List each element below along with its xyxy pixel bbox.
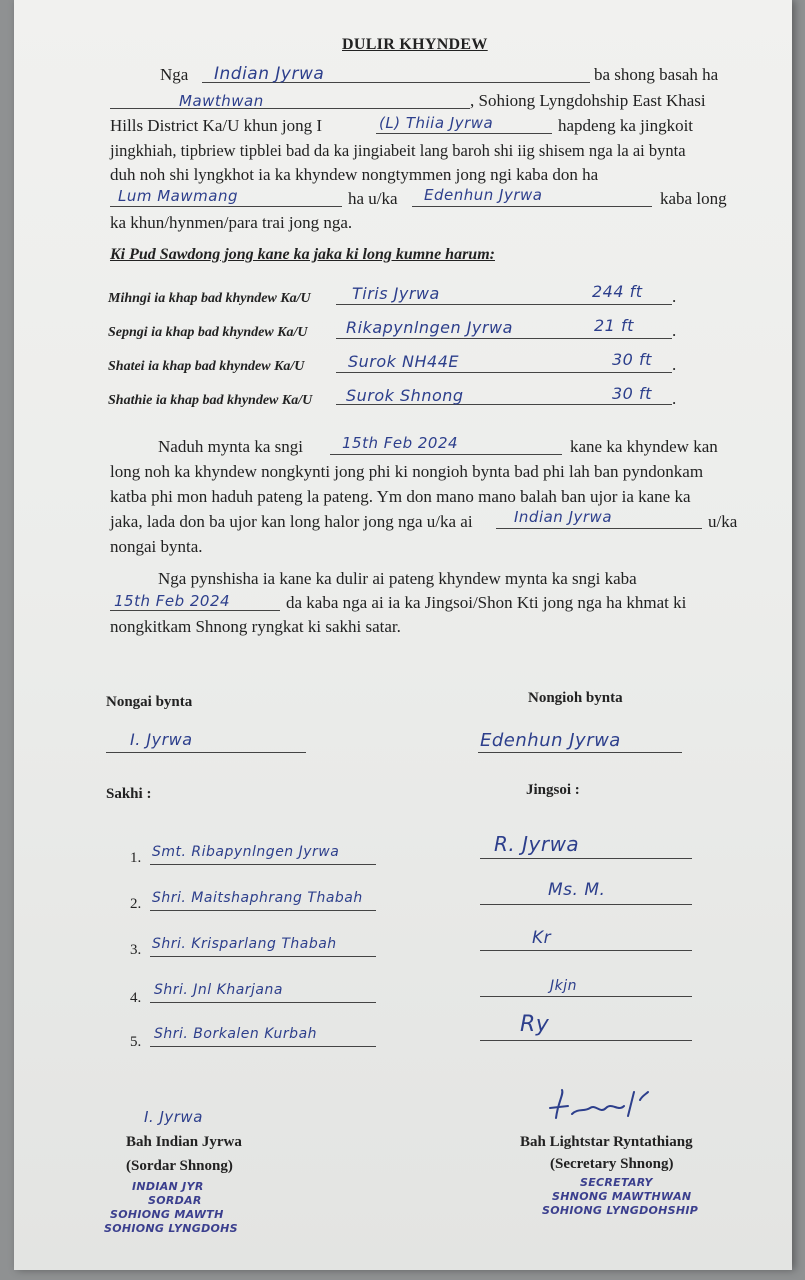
sakhi-label: Sakhi :: [106, 786, 152, 802]
witness-sig-2: Ms. M.: [548, 880, 606, 900]
sordar-name: Bah Indian Jyrwa: [126, 1134, 242, 1150]
intro-hapdeng: hapdeng ka jingkoit: [558, 116, 694, 135]
para2-name-line: [496, 528, 702, 529]
giver-label: Nongai bynta: [106, 694, 193, 710]
intro-hills: Hills District Ka/U khun jong I: [110, 116, 323, 135]
jingsoi-label: Jingsoi :: [526, 782, 580, 798]
witness-name-1: Smt. Ribapynlngen Jyrwa: [152, 844, 340, 860]
para2-kane: kane ka khyndew kan: [570, 437, 718, 456]
document-title: DULIR KHYNDEW: [342, 36, 488, 53]
witness-num-5: 5.: [130, 1034, 142, 1050]
sordar-stamp-line1: INDIAN JYR: [132, 1180, 204, 1193]
secretary-stamp-line3: SOHIONG LYNGDOHSHIP: [542, 1204, 699, 1217]
para3-line3: nongkitkam Shnong ryngkat ki sakhi satar.: [110, 617, 401, 636]
para2-date-line: [330, 454, 562, 455]
para3-date-handwritten: 15th Feb 2024: [114, 592, 231, 610]
witness-name-3: Shri. Krisparlang Thabah: [152, 936, 337, 952]
para3-date-line: [110, 610, 280, 611]
boundary-name-east: Tiris Jyrwa: [352, 284, 440, 303]
witness-num-4: 4.: [130, 990, 142, 1006]
witness-sig-5: Ry: [520, 1012, 550, 1037]
giver-signature: I. Jyrwa: [130, 730, 193, 749]
witness-line-4: [150, 1002, 376, 1003]
boundary-size-north: 30 ft: [612, 350, 652, 369]
giver-sign-line: [106, 752, 306, 753]
secretary-stamp-line1: SECRETARY: [580, 1176, 653, 1189]
para2-date-handwritten: 15th Feb 2024: [342, 434, 459, 452]
witness-name-4: Shri. Jnl Kharjana: [154, 982, 283, 998]
intro-nga: Nga: [160, 65, 189, 84]
sordar-stamp-line3: SOHIONG MAWTH: [110, 1208, 224, 1221]
intro-sohiong: , Sohiong Lyngdohship East Khasi: [470, 91, 706, 110]
witness-line-3: [150, 956, 376, 957]
witness-sig-4: Jkjn: [550, 978, 577, 994]
boundary-size-east: 244 ft: [592, 282, 643, 301]
witness-num-3: 3.: [130, 942, 142, 958]
witness-sign-line-2: [480, 904, 692, 905]
boundary-size-west: 21 ft: [594, 316, 634, 335]
secretary-role: (Secretary Shnong): [550, 1156, 674, 1172]
para2-line4: jaka, lada don ba ujor kan long halor jong nga u/ka ai: [110, 512, 473, 531]
boundary-line-north: [336, 372, 672, 373]
witness-sign-line-1: [480, 858, 692, 859]
secretary-stamp-line2: SHNONG MAWTHWAN: [552, 1190, 692, 1203]
boundary-label-south: Shathie ia khap bad khyndew Ka/U: [108, 393, 313, 408]
sordar-stamp-line2: SORDAR: [148, 1194, 202, 1207]
intro-kaba-long: kaba long: [660, 189, 727, 208]
sordar-stamp-line4: SOHIONG LYNGDOHS: [104, 1222, 238, 1235]
boundary-line-east: [336, 304, 672, 305]
witness-sig-1: R. Jyrwa: [494, 832, 580, 856]
boundary-heading: Ki Pud Sawdong jong kane ka jaka ki long kumne harum:: [110, 246, 495, 263]
para2-line5: nongai bynta.: [110, 537, 203, 556]
receiver-blank-line: [412, 206, 652, 207]
place-blank-line: [110, 108, 470, 109]
witness-sign-line-3: [480, 950, 692, 951]
intro-line5: duh noh shi lyngkhot ia ka khyndew nongtymmen jong ngi kaba don ha: [110, 165, 599, 184]
place-handwritten: Mawthwan: [179, 92, 264, 110]
sordar-signature: I. Jyrwa: [144, 1108, 203, 1126]
father-handwritten: (L) Thiia Jyrwa: [379, 114, 494, 132]
witness-sig-3: Kr: [532, 928, 552, 948]
intro-line4: jingkhiah, tipbriew tipblei bad da ka jingiabeit lang baroh shi iig shisem nga la ai bynta: [110, 141, 686, 160]
boundary-line-west: [336, 338, 672, 339]
receiver-label: Nongioh bynta: [528, 690, 623, 706]
intro-ha-uka: ha u/ka: [348, 189, 398, 208]
para3-line1: Nga pynshisha ia kane ka dulir ai pateng khyndew mynta ka sngi kaba: [158, 569, 637, 588]
witness-name-2: Shri. Maitshaphrang Thabah: [152, 890, 363, 906]
sordar-role: (Sordar Shnong): [126, 1158, 233, 1174]
receiver-handwritten: Edenhun Jyrwa: [424, 186, 543, 204]
receiver-signature: Edenhun Jyrwa: [480, 730, 621, 751]
para3-line2: da kaba nga ai ia ka Jingsoi/Shon Kti jong nga ha khmat ki: [286, 593, 687, 612]
secretary-name: Bah Lightstar Ryntathiang: [520, 1134, 693, 1150]
document-page: DULIR KHYNDEW Nga Indian Jyrwa ba shong basah ha Mawthwan , Sohiong Lyngdohship East Khasi Hills District Ka/U khun jong I (L) Thiia Jyrwa hapdeng ka jingkoit jingkhiah, tipbriew tipblei bad da ka jingiabeit lang baroh shi iig shisem nga la ai bynta duh noh shi lyngkhot ia ka khyndew nongtymmen jong ngi kaba don ha Lum Mawmang ha u/ka Edenhun Jyrwa kaba long ka khun/hynmen/para trai jong nga. Ki Pud Sawdong jong kane ka jaka ki long kumne harum: Mihngi ia khap bad khyndew Ka/U Tiris Jyrwa 244 ft . Sepngi ia khap bad khyndew Ka/U Rikapynlngen Jyrwa 21 ft . Shatei ia khap bad khyndew Ka/U Surok NH44E 30 ft . Shathie ia khap bad khyndew Ka/U Surok Shnong 30 ft . Naduh mynta ka sngi 15th Feb 2024 kane ka khyndew kan long noh ka khyndew nongkynti jong phi ki nongioh bynta bad phi lah ban pyndonkam katba phi mon haduh pateng la pateng. Ym don mano mano balah ban ujor ia kane ka jaka, lada don ba ujor kan long halor jong nga u/ka ai Indian Jyrwa u/ka nongai bynta. Nga pynshisha ia kane ka dulir ai pateng khyndew mynta ka sngi kaba 15th Feb 2024 da kaba nga ai ia ka Jingsoi/Shon Kti jong nga ha khmat ki nongkitkam Shnong ryngkat ki sakhi satar. Nongai bynta Nongioh bynta I. Jyrwa Edenhun Jyrwa Sakhi : Jingsoi : 1. Smt. Ribapynlngen Jyrwa R. Jyrwa 2. Shri. Maitshaphrang Thabah Ms. M. 3. Shri. Krisparlang Thabah Kr 4. Shri. Jnl Kharjana Jkjn 5. Shri. Borkalen Kurbah Ry I. Jyrwa Bah Indian Jyrwa (Sordar Shnong) INDIAN JYR SORDAR SOHIONG MAWTH SOHIONG LYNGDOHS Bah Lightstar Ryntathiang (Secretary Shnong) SECRETARY SHNONG MAWTHWAN SOHIONG LYNGDOHSHIP: [14, 0, 792, 1270]
giver-name-handwritten: Indian Jyrwa: [214, 64, 325, 84]
witness-sign-line-4: [480, 996, 692, 997]
witness-line-1: [150, 864, 376, 865]
boundary-label-east: Mihngi ia khap bad khyndew Ka/U: [108, 291, 311, 306]
para2-start: Naduh mynta ka sngi: [158, 437, 303, 456]
boundary-name-west: Rikapynlngen Jyrwa: [346, 318, 513, 337]
location-handwritten: Lum Mawmang: [118, 187, 238, 205]
witness-name-5: Shri. Borkalen Kurbah: [154, 1026, 318, 1042]
location-blank-line: [110, 206, 342, 207]
para2-name-handwritten: Indian Jyrwa: [514, 508, 613, 526]
witness-sign-line-5: [480, 1040, 692, 1041]
receiver-sign-line: [478, 752, 682, 753]
para2-line2: long noh ka khyndew nongkynti jong phi ki nongioh bynta bad phi lah ban pyndonkam: [110, 462, 704, 481]
boundary-name-south: Surok Shnong: [346, 386, 464, 405]
boundary-name-north: Surok NH44E: [348, 352, 459, 371]
boundary-label-north: Shatei ia khap bad khyndew Ka/U: [108, 359, 305, 374]
witness-num-2: 2.: [130, 896, 142, 912]
para2-line3: katba phi mon haduh pateng la pateng. Ym don mano mano balah ban ujor ia kane ka: [110, 487, 691, 506]
boundary-label-west: Sepngi ia khap bad khyndew Ka/U: [108, 325, 308, 340]
father-blank-line: [376, 133, 552, 134]
boundary-size-south: 30 ft: [612, 384, 652, 403]
para2-uka: u/ka: [708, 512, 738, 531]
witness-num-1: 1.: [130, 850, 142, 866]
witness-line-2: [150, 910, 376, 911]
intro-line7: ka khun/hynmen/para trai jong nga.: [110, 213, 353, 232]
intro-ba-shong: ba shong basah ha: [594, 65, 719, 84]
secretary-signature: [544, 1088, 654, 1128]
witness-line-5: [150, 1046, 376, 1047]
